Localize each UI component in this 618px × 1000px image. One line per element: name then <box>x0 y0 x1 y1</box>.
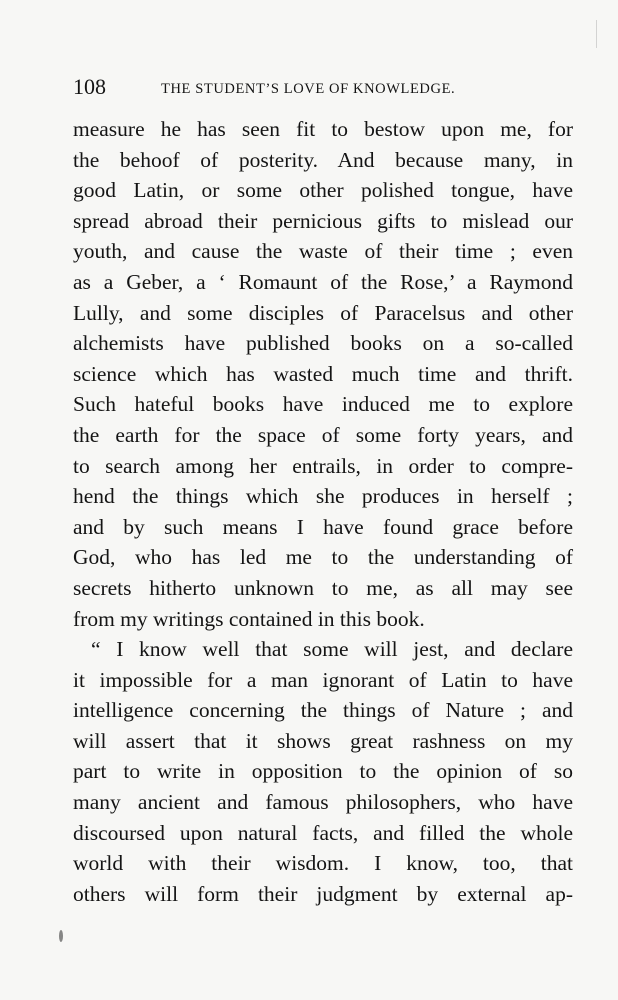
text-line: alchemists have published books on a so-called <box>73 331 573 356</box>
text-line: youth, and cause the waste of their time ; even <box>73 239 573 264</box>
text-line: part to write in opposition to the opinion of so <box>73 759 573 784</box>
text-line: the earth for the space of some forty years, and <box>73 422 573 447</box>
text-line: measure he has seen fit to bestow upon me, for <box>73 117 573 141</box>
text-line: hend the things which she produces in herself ; <box>73 484 573 509</box>
text-line: others will form their judgment by external ap- <box>73 881 573 906</box>
paragraph-start-line: “ I know well that some will jest, and declare <box>91 637 573 662</box>
running-head <box>73 72 573 102</box>
text-line: good Latin, or some other polished tongue, have <box>73 178 573 203</box>
page-number: 108 <box>73 74 106 99</box>
text-line: intelligence concerning the things of Nature ; and <box>73 698 573 723</box>
text-line: secrets hitherto unknown to me, as all may see <box>73 575 573 600</box>
ink-speck <box>59 930 63 942</box>
text-line: science which has wasted much time and thrift. <box>73 361 573 386</box>
text-line: spread abroad their pernicious gifts to mislead our <box>73 208 573 233</box>
text-line: will assert that it shows great rashness on my <box>73 728 573 753</box>
text-line: as a Geber, a ‘ Romaunt of the Rose,’ a Raymond <box>73 269 573 294</box>
body-text <box>73 114 573 909</box>
margin-mark <box>596 20 597 48</box>
text-line: it impossible for a man ignorant of Latin to have <box>73 667 573 692</box>
paragraph-end-line: from my writings contained in this book. <box>73 606 425 631</box>
text-line: Lully, and some disciples of Paracelsus and other <box>73 300 573 325</box>
text-line: many ancient and famous philosophers, who have <box>73 790 573 815</box>
running-title: THE STUDENT’S LOVE OF KNOWLEDGE. <box>161 81 456 97</box>
text-line: world with their wisdom. I know, too, that <box>73 851 573 876</box>
text-line: the behoof of posterity. And because many, in <box>73 147 573 172</box>
text-line: to search among her entrails, in order to compre- <box>73 453 573 478</box>
text-line: Such hateful books have induced me to explore <box>73 392 573 417</box>
text-line: God, who has led me to the understanding of <box>73 545 573 570</box>
text-line: and by such means I have found grace before <box>73 514 573 539</box>
text-line: discoursed upon natural facts, and filled the whole <box>73 820 573 845</box>
